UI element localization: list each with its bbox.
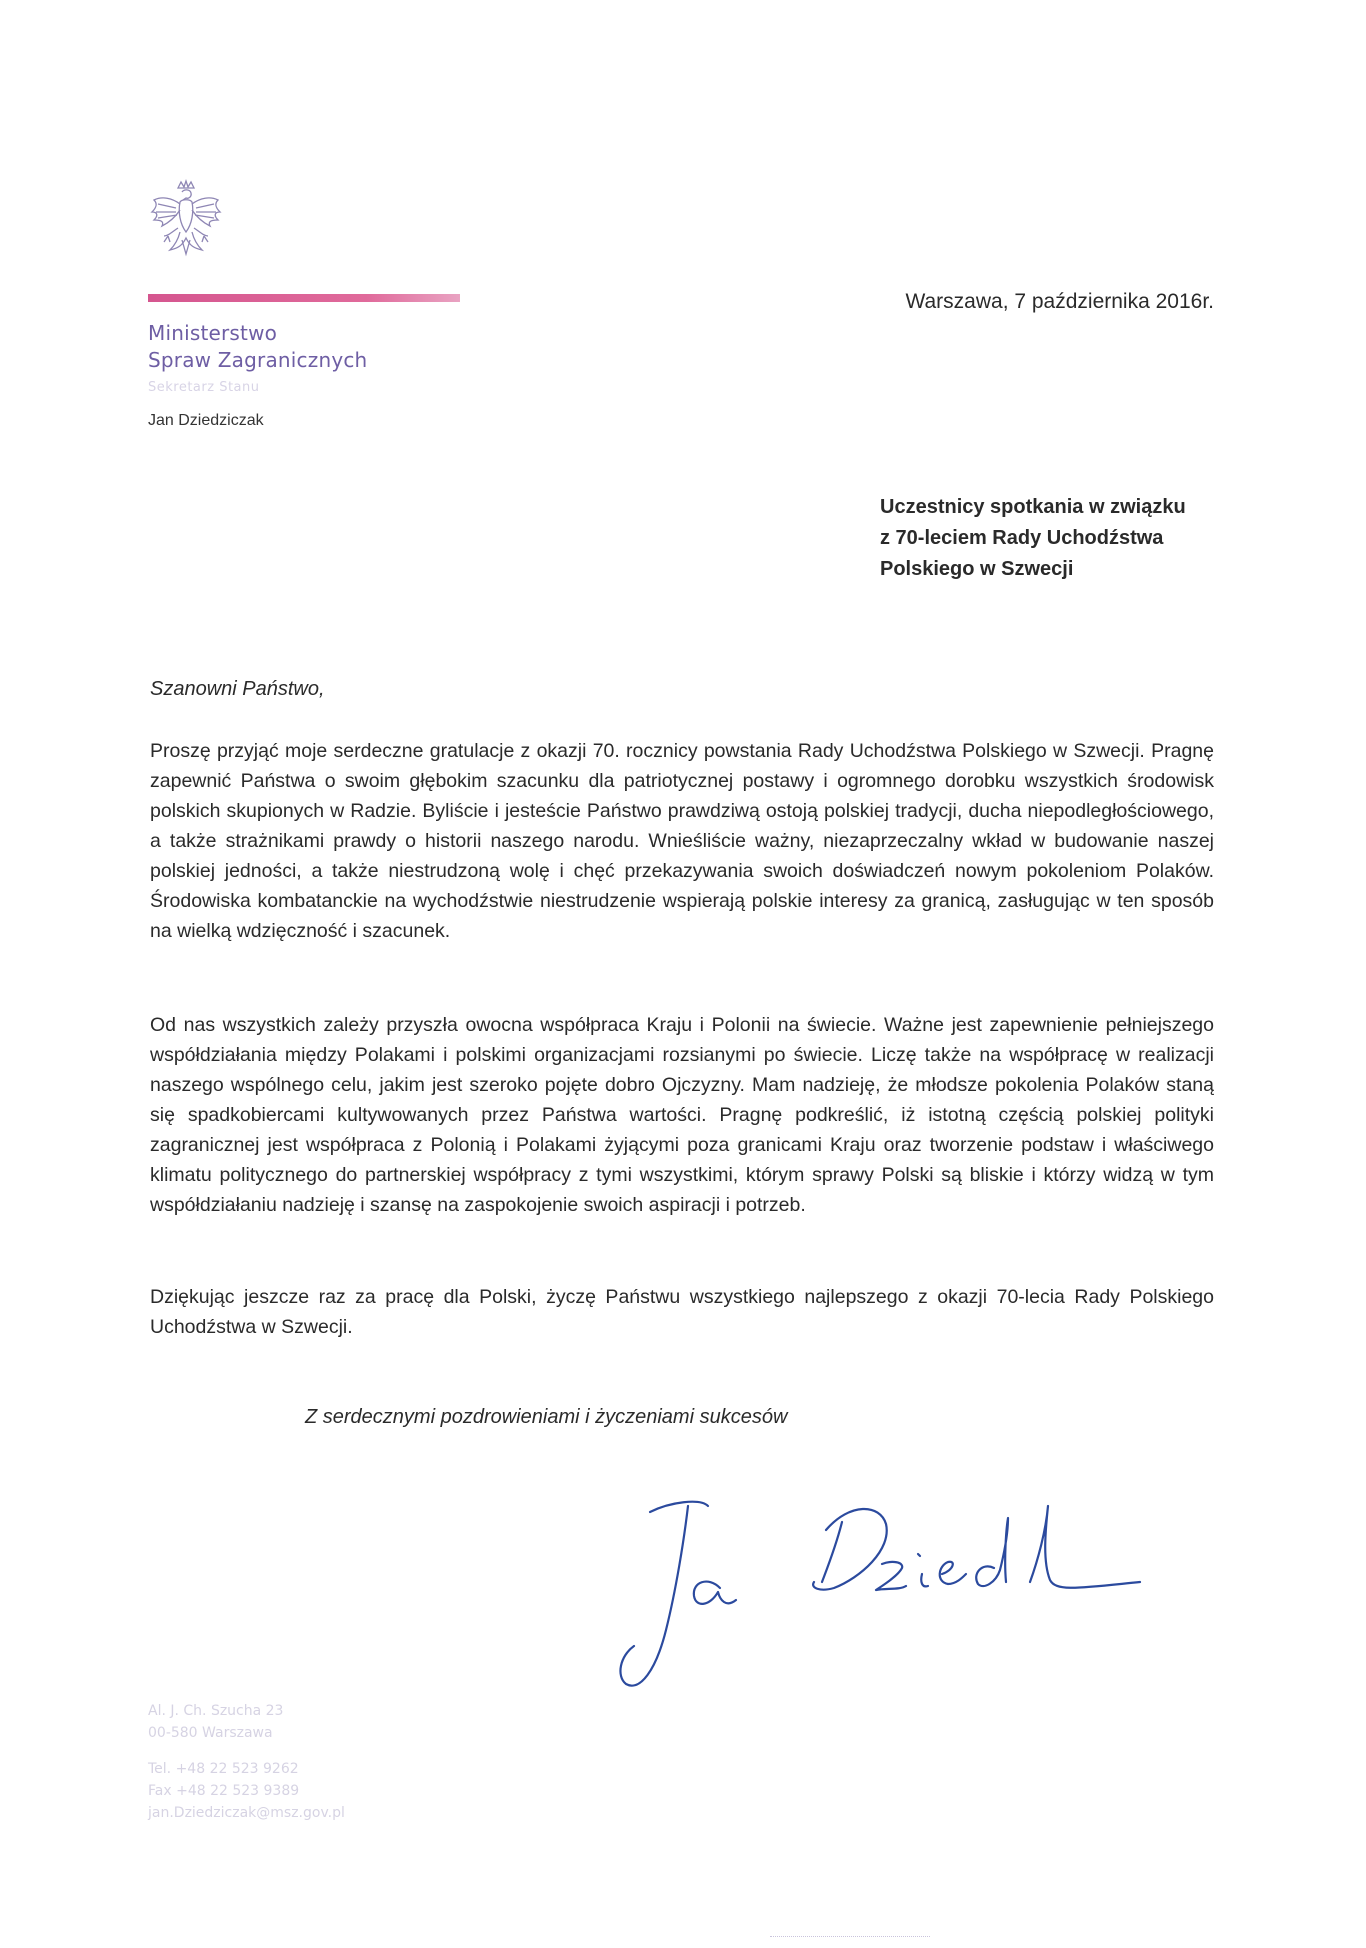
body-paragraph-2: Od nas wszystkich zależy przyszła owocna współpraca Kraju i Polonii na świecie. Ważne jest zapewnienie pełniejszego współdziałania między Polakami i polskimi organizacjami rozsianymi po świecie. Liczę także na współpracę w realizacji naszego wspólnego celu, jakim jest szeroko pojęte dobro Ojczyzny. Mam nadzieję, że młodsze pokolenia Polaków staną się spadkobiercami kultywowanych przez Państwa wartości. Pragnę podkreślić, iż istotną częścią polskiej polityki zagranicznej jest współpraca z Polonią i Polakami żyjącymi poza granicami Kraju oraz tworzenie podstaw i właściwego klimatu politycznego do partnerskiej współpracy z tymi wszystkimi, którym sprawy Polski są bliskie i którzy widzą w tym współdziałaniu nadzieję i szansę na zaspokojenie swoich aspiracji i potrzeb. <box>150 1014 1214 1216</box>
footer-tel: Tel. +48 22 523 9262 <box>148 1761 299 1777</box>
footer-contact <box>148 1700 345 1824</box>
sender-name: Jan Dziedziczak <box>148 412 264 429</box>
recipient-line3: Polskiego w Szwecji <box>880 558 1074 580</box>
letterhead-accent-bar <box>148 294 460 302</box>
polish-eagle-emblem-icon <box>148 178 224 264</box>
ministry-name-line1: Ministerstwo <box>148 321 278 345</box>
recipient-line2: z 70-leciem Rady Uchodźstwa <box>880 527 1164 549</box>
recipient-block <box>880 492 1186 585</box>
body-paragraph-1: Proszę przyjąć moje serdeczne gratulacje z okazji 70. rocznicy powstania Rady Uchodźstwa Polskiego w Szwecji. Pragnę zapewnić Państwa o swoim głębokim szacunku dla patriotycznej postawy i ogromnego dorobku wszystkich środowisk polskich skupionych w Radzie. Byliście i jesteście Państwo prawdziwą ostoją polskiej tradycji, ducha niepodległościowego, a także strażnikami prawdy o historii naszego narodu. Wnieśliście ważny, niezaprzeczalny wkład w budowanie naszej polskiej jedności, a także niestrudzoną wolę i chęć przekazywania swoich doświadczeń nowym pokoleniom Polaków. Środowiska kombatanckie na wychodźstwie niestrudzenie wspierają polskie interesy za granicą, zasługując w ten sposób na wielką wdzięczność i szacunek. <box>150 740 1214 942</box>
closing-line: Z serdecznymi pozdrowieniami i życzeniami sukcesów <box>305 1406 788 1428</box>
ministry-name-line2: Spraw Zagranicznych <box>148 348 368 372</box>
footer-email: jan.Dziedziczak@msz.gov.pl <box>148 1805 345 1821</box>
footer-fax: Fax +48 22 523 9389 <box>148 1783 300 1799</box>
footer-address-line1: Al. J. Ch. Szucha 23 <box>148 1703 284 1719</box>
footer-address-line2: 00-580 Warszawa <box>148 1725 273 1741</box>
body-paragraph-3: Dziękując jeszcze raz za pracę dla Polski, życzę Państwu wszystkiego najlepszego z okazji 70-lecia Rady Polskiego Uchodźstwa w Szwecji. <box>150 1286 1214 1338</box>
bottom-dotted-line <box>770 1936 930 1937</box>
office-title: Sekretarz Stanu <box>148 380 260 395</box>
recipient-line1: Uczestnicy spotkania w związku <box>880 496 1186 518</box>
handwritten-signature <box>610 1470 1180 1730</box>
salutation: Szanowni Państwo, <box>150 678 325 700</box>
ministry-name <box>148 320 367 374</box>
letter-date: Warszawa, 7 października 2016r. <box>905 290 1214 313</box>
